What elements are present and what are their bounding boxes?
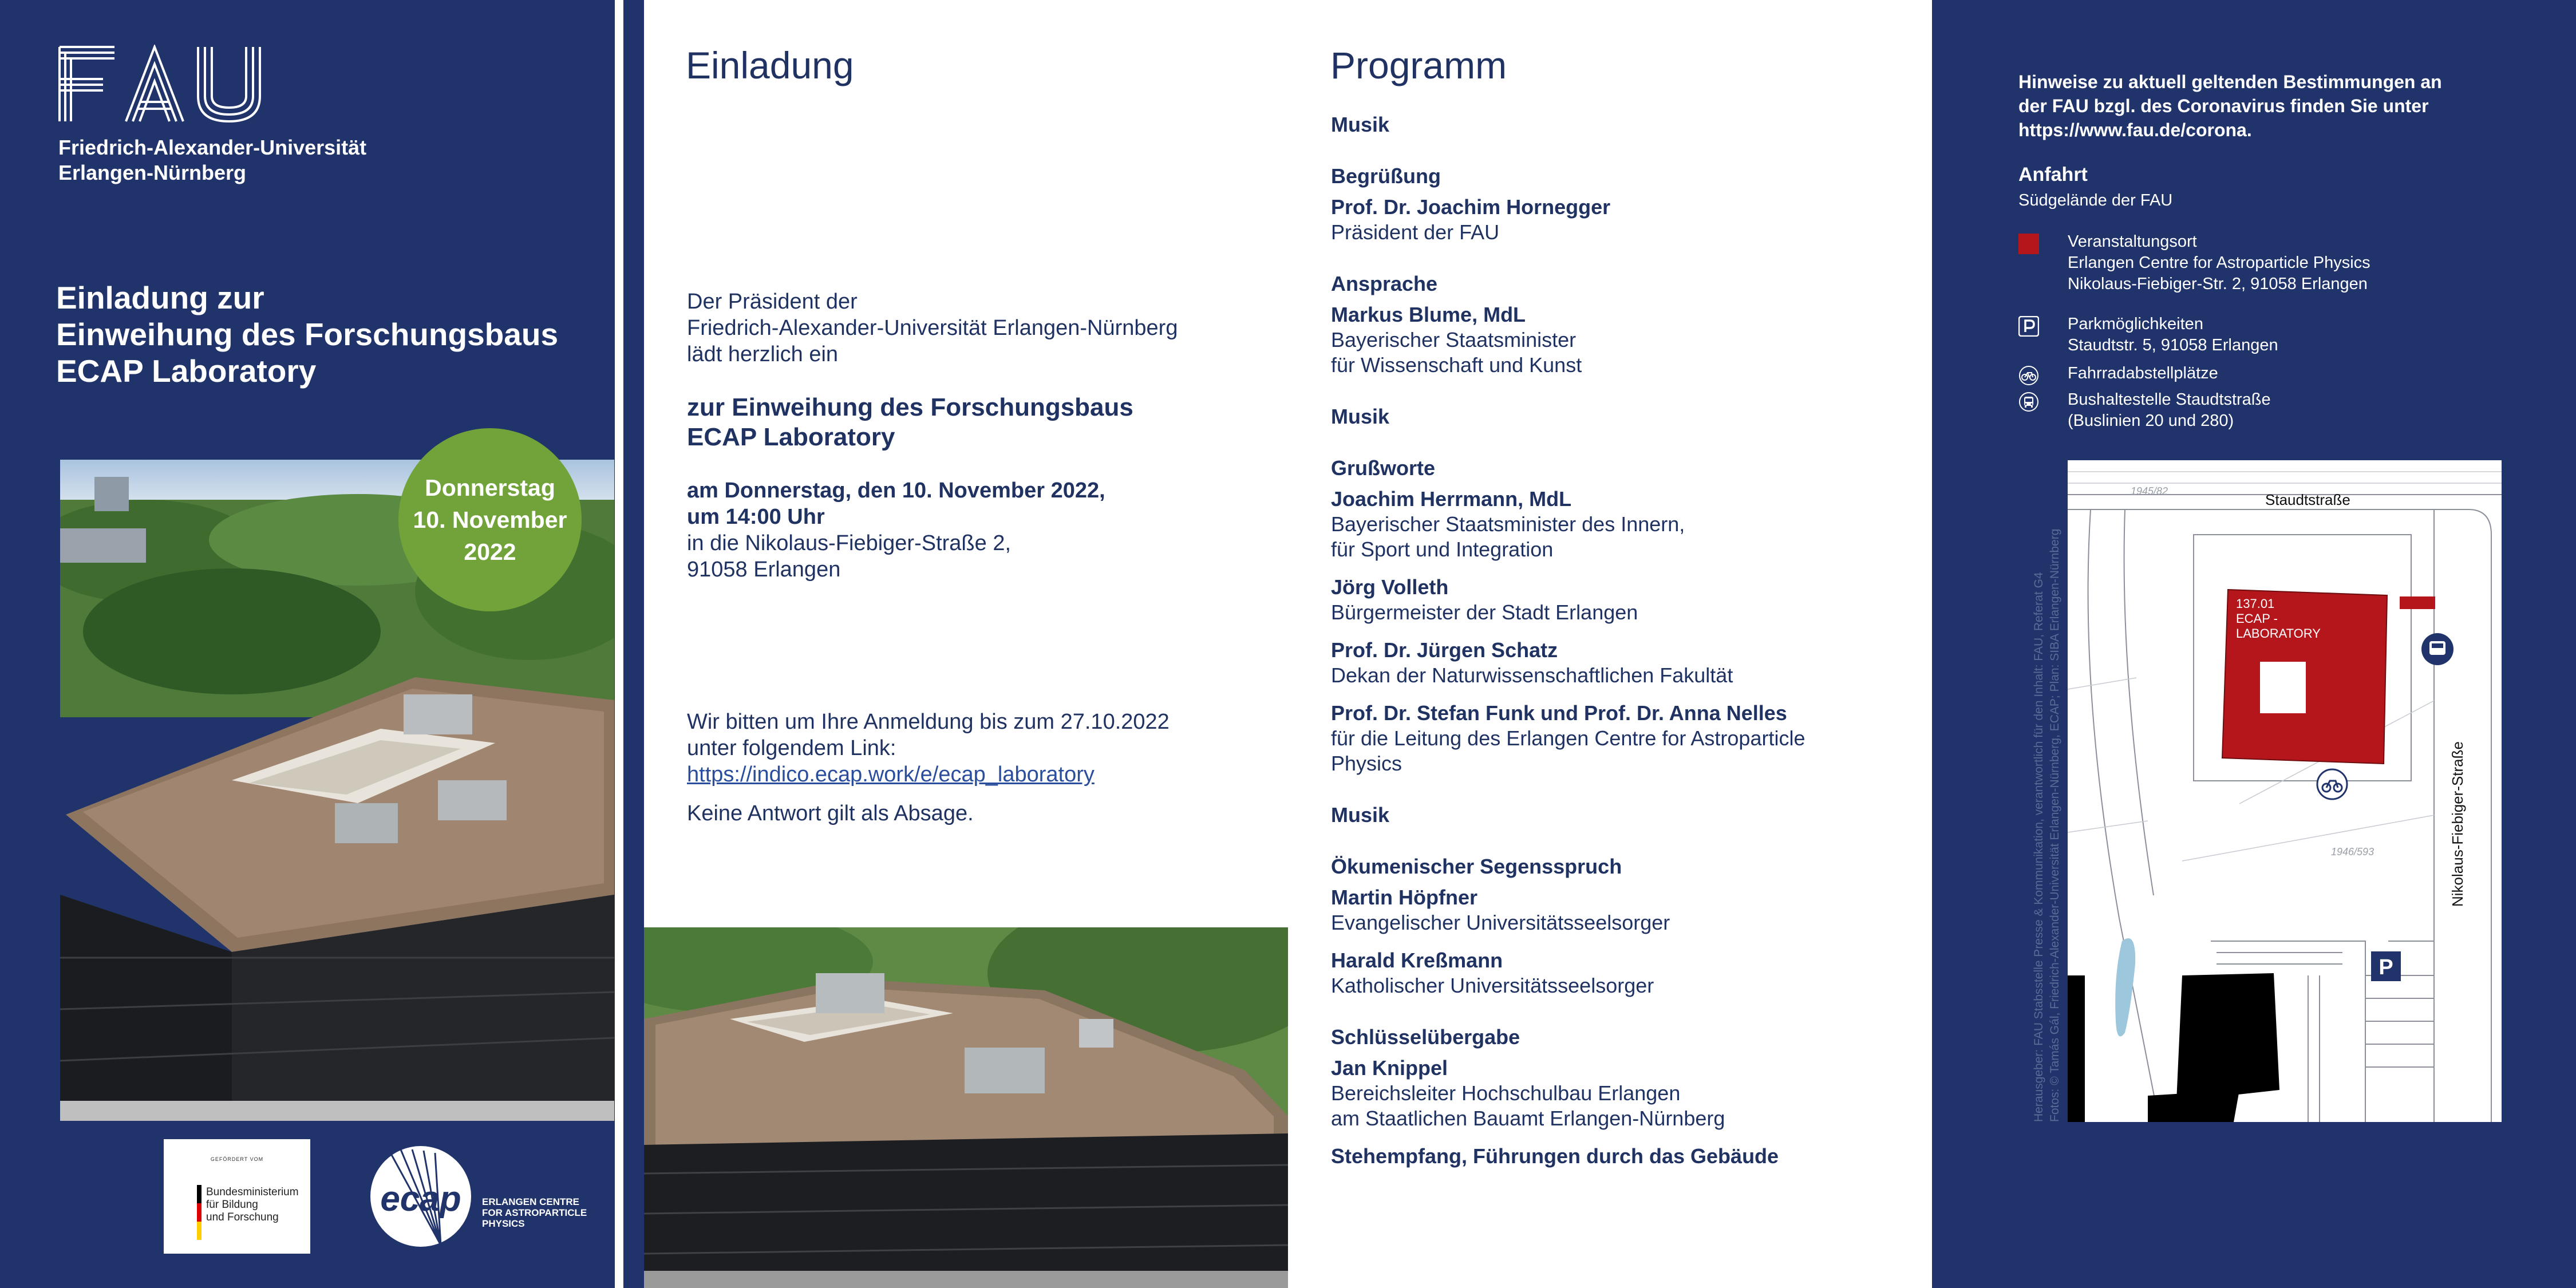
speaker-name: Markus Blume, MdL xyxy=(1331,303,1526,326)
date-badge-date: 10. November xyxy=(413,507,567,533)
programme-section-music: Musik xyxy=(1331,803,1390,827)
invitation-rsvp: Wir bitten um Ihre Anmeldung bis zum 27.10.2022 unter folgendem Link: xyxy=(687,710,1170,760)
registration-link[interactable]: https://indico.ecap.work/e/ecap_laboratory xyxy=(687,762,1095,787)
map-plot-label: 1946/593 xyxy=(2331,846,2374,858)
speaker-role: Bereichsleiter Hochschulbau Erlangen am Staatlichen Bauamt Erlangen-Nürnberg xyxy=(1331,1081,1725,1130)
programme-section-address: Ansprache xyxy=(1331,272,1438,295)
speaker-name: Martin Höpfner xyxy=(1331,886,1477,909)
venue-building-label-line: LABORATORY xyxy=(2236,626,2321,641)
invitation-date-time: am Donnerstag, den 10. November 2022, um 14:00 Uhr xyxy=(687,479,1105,529)
venue-marker-icon xyxy=(2018,234,2039,254)
speaker-name: Prof. Dr. Joachim Hornegger xyxy=(1331,195,1611,219)
map-parking-symbol: P xyxy=(2379,955,2393,979)
directions-subheading: Südgelände der FAU xyxy=(2018,191,2173,210)
legend-bus-text: Bushaltestelle Staudtstraße (Buslinien 20 und 280) xyxy=(2068,390,2271,430)
speaker-name: Jan Knippel xyxy=(1331,1056,1448,1080)
cover-title xyxy=(56,279,558,389)
legend-parking-text: Parkmöglichkeiten Staudtstr. 5, 91058 Erlangen xyxy=(2068,315,2278,354)
invitation-no-answer-note: Keine Antwort gilt als Absage. xyxy=(687,801,974,825)
legend-venue-text: Veranstaltungsort Erlangen Centre for Astroparticle Physics Nikolaus-Fiebiger-Str. 2, 91058 Erlangen xyxy=(2068,232,2370,293)
venue-building-label-line: ECAP - xyxy=(2236,611,2278,626)
invitation-location: in die Nikolaus-Fiebiger-Straße 2, 91058 Erlangen xyxy=(687,531,1012,582)
cover-title-line-2: Einweihung des Forschungsbaus xyxy=(56,317,559,352)
speaker-role: Dekan der Naturwissenschaftlichen Fakultät xyxy=(1331,663,1733,687)
speaker-name: Prof. Dr. Stefan Funk und Prof. Dr. Anna Nelles xyxy=(1331,701,1787,725)
speaker-role: für die Leitung des Erlangen Centre for Astroparticle Physics xyxy=(1331,726,1805,775)
programme-section-greetings: Grußworte xyxy=(1331,456,1436,480)
invitation-event: zur Einweihung des Forschungsbaus ECAP Laboratory xyxy=(687,393,1133,451)
programme-section-music: Musik xyxy=(1331,405,1390,428)
university-line-1: Friedrich-Alexander-Universität xyxy=(58,136,367,159)
programme-list xyxy=(1331,112,1903,1169)
university-line-2: Erlangen-Nürnberg xyxy=(58,161,247,184)
speaker-role: Bayerischer Staatsminister für Wissenschaft und Kunst xyxy=(1331,328,1582,377)
street-label-staudtstrasse: Staudtstraße xyxy=(2265,491,2350,508)
speaker-role: Präsident der FAU xyxy=(1331,220,1500,244)
ecap-name: ERLANGEN CENTRE FOR ASTROPARTICLE PHYSICS xyxy=(482,1196,587,1229)
date-badge-year: 2022 xyxy=(464,539,516,565)
programme-section-welcome: Begrüßung xyxy=(1331,164,1441,188)
parking-icon xyxy=(2018,316,2039,337)
speaker-role: Bayerischer Staatsminister des Innern, für Sport und Integration xyxy=(1331,512,1685,561)
bus-icon xyxy=(2018,392,2039,412)
map-bus-stop-icon xyxy=(2421,633,2453,665)
fold-divider xyxy=(615,0,623,1288)
german-flag-icon xyxy=(197,1185,202,1240)
map-bicycle-icon xyxy=(2317,769,2347,799)
directions-heading: Anfahrt xyxy=(2018,164,2088,185)
site-map xyxy=(2068,460,2502,1122)
street-label-fiebiger: Nikolaus-Fiebiger-Straße xyxy=(2449,741,2466,907)
invitation-intro: Der Präsident der Friedrich-Alexander-Universität Erlangen-Nürnberg lädt herzlich ein xyxy=(687,290,1178,366)
invitation-heading: Einladung xyxy=(686,44,854,86)
speaker-name: Jörg Volleth xyxy=(1331,575,1449,599)
programme-section-music: Musik xyxy=(1331,113,1390,136)
venue-building-label-line: 137.01 xyxy=(2236,596,2275,611)
fold-band xyxy=(623,0,644,1288)
speaker-role: Evangelischer Universitätsseelsorger xyxy=(1331,911,1670,934)
university-name xyxy=(58,135,366,185)
bicycle-icon xyxy=(2018,365,2039,386)
speaker-name: Harald Kreßmann xyxy=(1331,949,1503,972)
ecap-logo-text: ecap xyxy=(380,1179,461,1219)
map-plot-label: 1945/82 xyxy=(2131,485,2168,497)
bmbf-name: Bundesministerium für Bildung und Forschung xyxy=(206,1186,299,1223)
cover-title-line-3: ECAP Laboratory xyxy=(56,353,317,389)
fau-logo xyxy=(57,45,269,124)
programme-section-blessing: Ökumenischer Segensspruch xyxy=(1331,855,1622,878)
legend-bike-text: Fahrradabstellplätze xyxy=(2068,364,2218,382)
cover-title-line-1: Einladung zur xyxy=(56,280,264,315)
speaker-name: Joachim Herrmann, MdL xyxy=(1331,487,1572,511)
publisher-credits: Herausgeber: FAU Stabsstelle Presse & Kommunikation, verantwortlich für den Inhalt: FAU, Referat G4 Fotos: © Tamás Gál, Friedrich-Alexander-Universität Erlangen-Nürnberg, ECAP; Plan: SIBA Erlangen-Nürnberg xyxy=(2032,528,2061,1122)
date-badge xyxy=(398,428,582,611)
corona-notice: Hinweise zu aktuell geltenden Bestimmungen an der FAU bzgl. des Coronavirus finden Sie unter https://www.fau.de/corona. xyxy=(2018,72,2442,140)
building-photo-side xyxy=(644,927,1288,1288)
speaker-role: Katholischer Universitätsseelsorger xyxy=(1331,974,1654,997)
programme-heading: Programm xyxy=(1330,44,1507,86)
map-parking-icon xyxy=(2371,951,2401,981)
bmbf-funded-label: GEFÖRDERT VOM xyxy=(210,1156,264,1162)
date-badge-weekday: Donnerstag xyxy=(425,475,555,501)
programme-section-key-handover: Schlüsselübergabe xyxy=(1331,1025,1520,1049)
speaker-role: Bürgermeister der Stadt Erlangen xyxy=(1331,600,1638,624)
speaker-name: Prof. Dr. Jürgen Schatz xyxy=(1331,638,1558,662)
programme-section-reception: Stehempfang, Führungen durch das Gebäude xyxy=(1331,1144,1779,1168)
bmbf-logo xyxy=(164,1139,310,1254)
ecap-logo xyxy=(366,1139,481,1254)
